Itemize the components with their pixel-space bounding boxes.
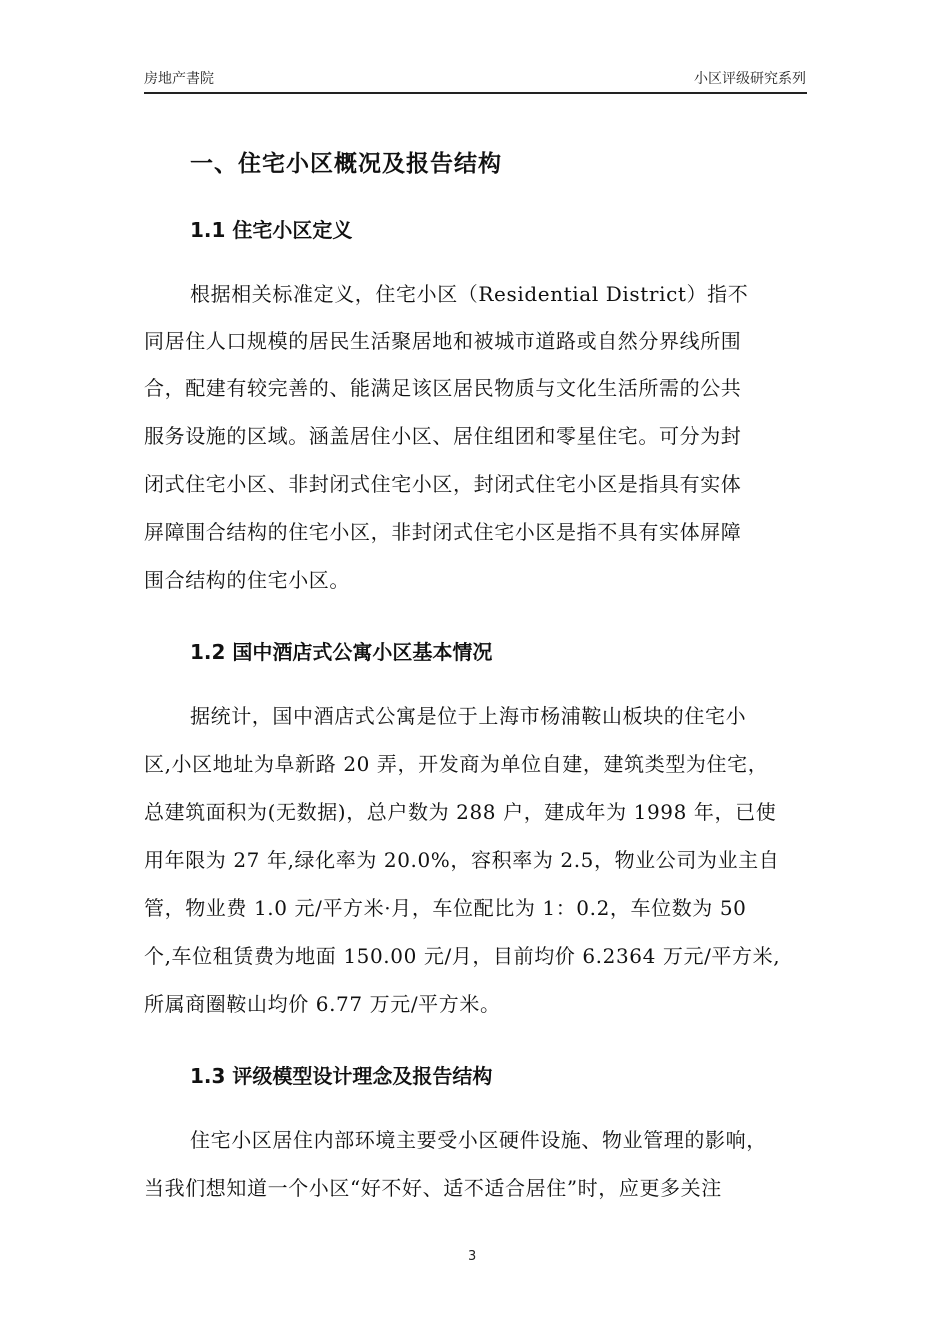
paragraph-line: 服务设施的区域。涵盖居住小区、居住组团和零星住宅。可分为封 [144,424,742,448]
chapter-title: 一、住宅小区概况及报告结构 [190,151,502,177]
paragraph-line: 当我们想知道一个小区“好不好、适不适合居住”时，应更多关注 [144,1176,722,1200]
paragraph-line: 根据相关标准定义，住宅小区（Residential District）指不 [190,282,749,306]
paragraph-line: 闭式住宅小区、非封闭式住宅小区，封闭式住宅小区是指具有实体 [144,472,742,496]
section-heading-1-1: 1.1 住宅小区定义 [190,218,353,242]
paragraph-line: 同居住人口规模的居民生活聚居地和被城市道路或自然分界线所围 [144,329,742,353]
section-heading-1-2: 1.2 国中酒店式公寓小区基本情况 [190,640,493,664]
paragraph-line: 据统计，国中酒店式公寓是位于上海市杨浦鞍山板块的住宅小 [190,704,747,728]
paragraph-line: 围合结构的住宅小区。 [144,568,350,592]
header-series-title: 小区评级研究系列 [694,71,806,87]
section-heading-1-3: 1.3 评级模型设计理念及报告结构 [190,1064,493,1088]
paragraph-line: 合，配建有较完善的、能满足该区居民物质与文化生活所需的公共 [144,376,742,400]
paragraph-line: 屏障围合结构的住宅小区，非封闭式住宅小区是指不具有实体屏障 [144,520,742,544]
paragraph-line: 总建筑面积为(无数据)，总户数为 288 户，建成年为 1998 年，已使 [144,800,777,824]
page-header [144,68,806,90]
paragraph-line: 个,车位租赁费为地面 150.00 元/月，目前均价 6.2364 万元/平方米, [144,944,781,968]
paragraph-line: 管，物业费 1.0 元/平方米·月，车位配比为 1：0.2，车位数为 50 [144,896,747,920]
paragraph-line: 区,小区地址为阜新路 20 弄，开发商为单位自建，建筑类型为住宅， [144,752,769,776]
header-divider [144,92,807,94]
header-publisher: 房地产書院 [144,71,214,87]
page-number: 3 [468,1249,477,1264]
paragraph-line: 所属商圈鞍山均价 6.77 万元/平方米。 [144,992,501,1016]
paragraph-line: 住宅小区居住内部环境主要受小区硬件设施、物业管理的影响， [190,1128,767,1152]
paragraph-line: 用年限为 27 年,绿化率为 20.0%，容积率为 2.5，物业公司为业主自 [144,848,780,872]
